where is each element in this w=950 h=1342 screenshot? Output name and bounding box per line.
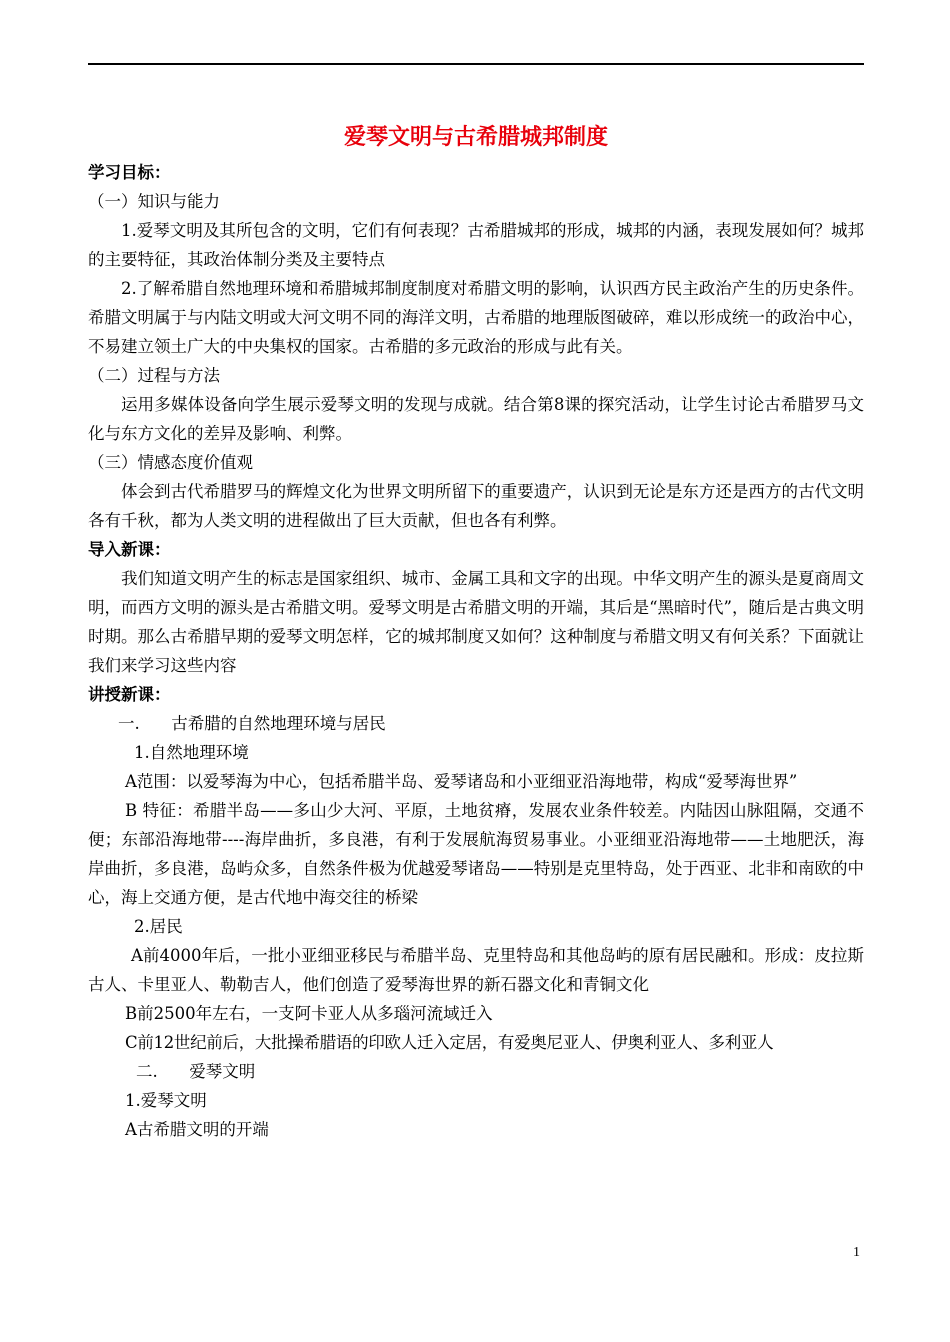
part1-residents-b: B前2500年左右，一支阿卡亚人从多瑙河流域迁入 xyxy=(125,1004,493,1023)
part2-item-a: A古希腊文明的开端 xyxy=(125,1120,269,1139)
part2-heading: 二. 爱琴文明 xyxy=(136,1062,256,1081)
document-body xyxy=(88,118,864,1144)
part1-residents-a: A前4000年后，一批小亚细亚移民与希腊半岛、克里特岛和其他岛屿的原有居民融和。形成：皮拉斯古人、卡里亚人、勒勒吉人，他们创造了爱琴海世界的新石器文化和青铜文化 xyxy=(88,946,864,994)
goal3-heading: （三）情感态度价值观 xyxy=(88,453,253,472)
part1-subheading-1: 1.自然地理环境 xyxy=(134,743,249,762)
goal1-heading: （一）知识与能力 xyxy=(88,192,220,211)
intro-paragraph: 我们知道文明产生的标志是国家组织、城市、金属工具和文字的出现。中华文明产生的源头是夏商周文明，而西方文明的源头是古希腊文明。爱琴文明是古希腊文明的开端，其后是“黑暗时代”，随后是古典文明时期。那么古希腊早期的爱琴文明怎样，它的城邦制度又如何？这种制度与希腊文明又有何关系？下面就让我们来学习这些内容 xyxy=(88,569,864,675)
part2-subheading-1: 1.爱琴文明 xyxy=(125,1091,207,1110)
goal2-paragraph: 运用多媒体设备向学生展示爱琴文明的发现与成就。结合第8课的探究活动，让学生讨论古希腊罗马文化与东方文化的差异及影响、利弊。 xyxy=(88,395,864,443)
part1-subheading-2: 2.居民 xyxy=(134,917,183,936)
part1-item-b: B 特征：希腊半岛——多山少大河、平原，土地贫瘠，发展农业条件较差。内陆因山脉阻隔，交通不便；东部沿海地带----海岸曲折，多良港，有利于发展航海贸易事业。小亚细亚沿海地带——土地肥沃，海岸曲折，多良港，岛屿众多，自然条件极为优越爱琴诸岛——特别是克里特岛，处于西亚、北非和南欧的中心，海上交通方便，是古代地中海交往的桥梁 xyxy=(88,801,864,907)
part1-residents-c: C前12世纪前后，大批操希腊语的印欧人迁入定居，有爱奥尼亚人、伊奥利亚人、多利亚人 xyxy=(125,1033,774,1052)
goals-heading: 学习目标： xyxy=(88,163,171,182)
intro-heading: 导入新课： xyxy=(88,540,171,559)
teach-heading: 讲授新课： xyxy=(88,685,171,704)
part1-item-a: A范围：以爱琴海为中心，包括希腊半岛、爱琴诸岛和小亚细亚沿海地带，构成“爱琴海世界” xyxy=(125,772,798,791)
header-rule xyxy=(88,63,864,65)
page-title: 爱琴文明与古希腊城邦制度 xyxy=(343,124,608,150)
part1-heading: 一. 古希腊的自然地理环境与居民 xyxy=(118,714,386,733)
goal3-paragraph: 体会到古代希腊罗马的辉煌文化为世界文明所留下的重要遗产，认识到无论是东方还是西方的古代文明各有千秋，都为人类文明的进程做出了巨大贡献，但也各有利弊。 xyxy=(88,482,864,530)
goal1-paragraph-1: 1.爱琴文明及其所包含的文明，它们有何表现？古希腊城邦的形成，城邦的内涵，表现发展如何？城邦的主要特征，其政治体制分类及主要特点 xyxy=(88,221,864,269)
goal1-paragraph-2: 2.了解希腊自然地理环境和希腊城邦制度制度对希腊文明的影响，认识西方民主政治产生的历史条件。希腊文明属于与内陆文明或大河文明不同的海洋文明，古希腊的地理版图破碎，难以形成统一的政治中心，不易建立领土广大的中央集权的国家。古希腊的多元政治的形成与此有关。 xyxy=(88,279,864,356)
page-number: 1 xyxy=(853,1245,860,1260)
goal2-heading: （二）过程与方法 xyxy=(88,366,220,385)
